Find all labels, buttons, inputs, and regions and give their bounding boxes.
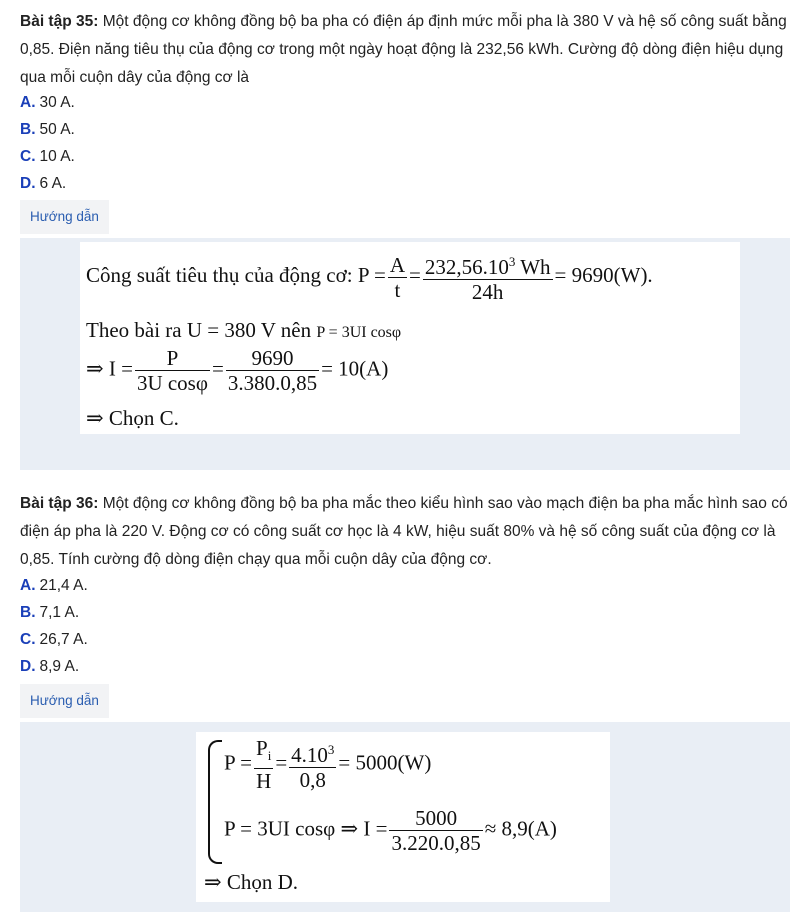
solution-line-1: P = $\frac{P_i}{H}$ = $\frac{4.10^3}{0,8}$ = 5000(W) — [224, 736, 432, 794]
fraction: $\frac{9690}{3.380.0,85}$ — [227, 346, 318, 395]
fraction: $\frac{A}{t}$ — [389, 252, 405, 302]
option-a[interactable]: A. 21,4 A. — [20, 577, 88, 594]
solution-panel-35 — [20, 238, 790, 470]
option-d[interactable]: D. 6 A. — [20, 175, 67, 192]
solution-line-3: ⇒ I = $\frac{P}{\text{3U cosφ}}$ = $\frac{9690}{3.380.0,85}$ = 10(A) — [86, 346, 389, 395]
solution-panel-36 — [20, 722, 790, 912]
option-a[interactable]: A. 30 A. — [20, 94, 75, 111]
guide-toggle-35[interactable]: Hướng dẫn — [20, 200, 109, 234]
fraction: $\frac{232,56.10^3 Wh}{24h}$ — [423, 250, 553, 304]
solution-line-3: ⇒ Chọn D. — [204, 870, 299, 894]
question-label: Bài tập 36: — [20, 495, 99, 512]
fraction: $\frac{4.10^3}{0,8}$ — [289, 738, 336, 792]
solution-math-36 — [196, 732, 610, 902]
option-c[interactable]: C. 26,7 A. — [20, 631, 88, 648]
solution-math-35 — [80, 242, 740, 434]
option-d[interactable]: D. 8,9 A. — [20, 658, 80, 675]
brace-icon — [208, 740, 222, 864]
solution-line-2: Theo bài ra U = 380 V nên P = 3UI cosφ — [86, 318, 402, 342]
solution-line-4: ⇒ Chọn C. — [86, 406, 179, 430]
fraction: $\frac{P_i}{H}$ — [256, 736, 272, 794]
question-body: Một động cơ không đồng bộ ba pha mắc theo kiểu hình sao vào mạch điện ba pha mắc hình sao có điện áp pha là 220 V. Động cơ có công suất cơ học là 4 kW, hiệu suất 80% và hệ số công suất của động cơ là 0,85. Tính cường độ dòng điện chạy qua mỗi cuộn dây của động cơ. — [20, 495, 788, 568]
question-36-text — [20, 490, 790, 574]
fraction: $\frac{5000}{3.220.0,85}$ — [391, 806, 481, 855]
solution-line-1: Công suất tiêu thụ của động cơ: P = $\frac{A}{t}$ = $\frac{232,56.10^3 Wh}{24h}$ = 9690(W). — [86, 250, 653, 304]
question-body: Một động cơ không đồng bộ ba pha có điện áp định mức mỗi pha là 380 V và hệ số công suất bằng 0,85. Điện năng tiêu thụ của động cơ trong một ngày hoạt động là 232,56 kWh. Cường độ dòng điện hiệu dụng qua mỗi cuộn dây của động cơ là — [20, 13, 787, 86]
guide-toggle-36[interactable]: Hướng dẫn — [20, 684, 109, 718]
question-label: Bài tập 35: — [20, 13, 99, 30]
option-c[interactable]: C. 10 A. — [20, 148, 75, 165]
fraction: $\frac{P}{\text{3U cosφ}}$ — [136, 346, 208, 395]
option-b[interactable]: B. 50 A. — [20, 121, 75, 138]
solution-line-2: P = 3UI cosφ ⇒ I = $\frac{5000}{3.220.0,85}$ ≈ 8,9(A) — [224, 806, 557, 855]
question-35-text — [20, 8, 790, 92]
option-b[interactable]: B. 7,1 A. — [20, 604, 80, 621]
